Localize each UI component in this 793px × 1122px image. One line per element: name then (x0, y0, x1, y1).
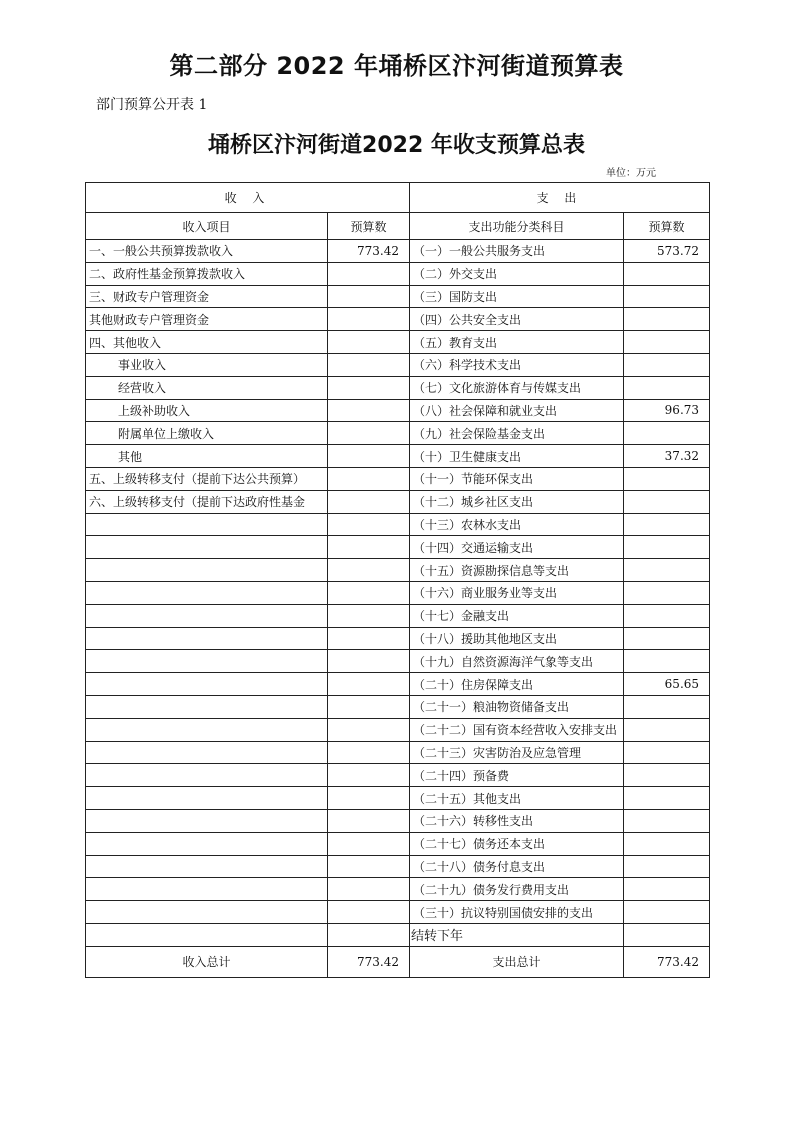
income-item-cell: 经营收入 (86, 376, 328, 399)
expense-item-cell: （十九）自然资源海洋气象等支出 (410, 650, 624, 673)
income-value-cell (328, 718, 410, 741)
expense-value-cell (624, 467, 710, 490)
expense-value-cell: 573.72 (624, 240, 710, 263)
table-row (86, 581, 710, 604)
expense-total-label: 支出总计 (410, 946, 624, 977)
expense-budget-header: 预算数 (624, 213, 710, 240)
income-value-cell (328, 787, 410, 810)
expense-item-cell: （二十九）债务发行费用支出 (410, 878, 624, 901)
table-row (86, 901, 710, 924)
income-value-cell (328, 285, 410, 308)
table-row (86, 422, 710, 445)
income-value-cell (328, 923, 410, 946)
table-row (86, 787, 710, 810)
sub-label: 部门预算公开表 1 (96, 97, 208, 113)
expense-value-cell (624, 741, 710, 764)
expense-item-cell: （十）卫生健康支出 (410, 445, 624, 468)
income-value-cell (328, 536, 410, 559)
income-value-cell (328, 695, 410, 718)
income-value-cell (328, 376, 410, 399)
income-value-cell (328, 467, 410, 490)
table-row (86, 559, 710, 582)
expense-value-cell (624, 627, 710, 650)
expense-value-cell (624, 581, 710, 604)
expense-value-cell (624, 513, 710, 536)
income-item-cell (86, 832, 328, 855)
income-item-cell: 上级补助收入 (86, 399, 328, 422)
income-value-cell (328, 627, 410, 650)
expense-item-cell: （二十四）预备费 (410, 764, 624, 787)
expense-item-cell: （十四）交通运输支出 (410, 536, 624, 559)
income-item-cell (86, 901, 328, 924)
expense-item-cell: （二十三）灾害防治及应急管理 (410, 741, 624, 764)
expense-value-cell (624, 308, 710, 331)
expense-value-cell (624, 490, 710, 513)
unit-label: 单位：万元 (606, 168, 656, 179)
income-value-cell (328, 581, 410, 604)
income-item-cell (86, 787, 328, 810)
income-item-cell: 其他财政专户管理资金 (86, 308, 328, 331)
expense-value-cell (624, 262, 710, 285)
income-item-cell: 三、财政专户管理资金 (86, 285, 328, 308)
expense-value-cell (624, 923, 710, 946)
income-value-cell (328, 422, 410, 445)
table-row (86, 764, 710, 787)
expense-value-cell (624, 376, 710, 399)
income-value-cell (328, 490, 410, 513)
income-value-cell: 773.42 (328, 240, 410, 263)
table-row (86, 604, 710, 627)
income-header: 收 入 (86, 183, 410, 213)
table-row (86, 285, 710, 308)
expense-total-value: 773.42 (624, 946, 710, 977)
income-value-cell (328, 809, 410, 832)
income-item-cell (86, 581, 328, 604)
expense-value-cell (624, 878, 710, 901)
expense-item-cell: 结转下年 (410, 923, 624, 946)
expense-value-cell (624, 650, 710, 673)
table-row (86, 376, 710, 399)
expense-value-cell (624, 331, 710, 354)
expense-item-cell: （三）国防支出 (410, 285, 624, 308)
income-value-cell (328, 331, 410, 354)
expense-value-cell (624, 285, 710, 308)
budget-table (85, 182, 710, 978)
table-row (86, 832, 710, 855)
income-item-cell (86, 764, 328, 787)
expense-item-cell: （七）文化旅游体育与传媒支出 (410, 376, 624, 399)
expense-value-cell: 65.65 (624, 673, 710, 696)
table-row (86, 490, 710, 513)
income-item-cell (86, 809, 328, 832)
table-row (86, 445, 710, 468)
income-budget-header: 预算数 (328, 213, 410, 240)
income-value-cell (328, 262, 410, 285)
income-item-cell: 附属单位上缴收入 (86, 422, 328, 445)
income-value-cell (328, 878, 410, 901)
expense-value-cell (624, 695, 710, 718)
expense-value-cell (624, 353, 710, 376)
expense-value-cell (624, 718, 710, 741)
expense-item-cell: （十六）商业服务业等支出 (410, 581, 624, 604)
expense-item-cell: （十二）城乡社区支出 (410, 490, 624, 513)
table-row (86, 650, 710, 673)
income-item-header: 收入项目 (86, 213, 328, 240)
income-value-cell (328, 741, 410, 764)
income-value-cell (328, 673, 410, 696)
table-row (86, 741, 710, 764)
expense-value-cell (624, 764, 710, 787)
income-item-cell: 事业收入 (86, 353, 328, 376)
table-row (86, 855, 710, 878)
income-item-cell: 二、政府性基金预算拨款收入 (86, 262, 328, 285)
income-item-cell (86, 878, 328, 901)
expense-value-cell (624, 787, 710, 810)
income-item-cell: 六、上级转移支付（提前下达政府性基金 (86, 490, 328, 513)
income-value-cell (328, 559, 410, 582)
expense-value-cell (624, 832, 710, 855)
income-item-cell (86, 673, 328, 696)
expense-item-cell: （二十二）国有资本经营收入安排支出 (410, 718, 624, 741)
income-total-label: 收入总计 (86, 946, 328, 977)
income-value-cell (328, 764, 410, 787)
total-row (86, 946, 710, 977)
table-row (86, 513, 710, 536)
income-item-cell (86, 536, 328, 559)
expense-value-cell (624, 604, 710, 627)
income-value-cell (328, 399, 410, 422)
income-item-cell: 一、一般公共预算拨款收入 (86, 240, 328, 263)
table-row (86, 627, 710, 650)
expense-item-cell: （十七）金融支出 (410, 604, 624, 627)
expense-value-cell (624, 536, 710, 559)
table-row (86, 308, 710, 331)
income-item-cell (86, 559, 328, 582)
income-value-cell (328, 604, 410, 627)
expense-item-cell: （九）社会保险基金支出 (410, 422, 624, 445)
expense-item-cell: （四）公共安全支出 (410, 308, 624, 331)
income-item-cell (86, 855, 328, 878)
table-row (86, 240, 710, 263)
income-total-value: 773.42 (328, 946, 410, 977)
income-value-cell (328, 308, 410, 331)
expense-value-cell: 96.73 (624, 399, 710, 422)
expense-item-cell: （三十）抗议特别国债安排的支出 (410, 901, 624, 924)
income-value-cell (328, 650, 410, 673)
expense-item-cell: （八）社会保障和就业支出 (410, 399, 624, 422)
income-item-cell (86, 627, 328, 650)
income-value-cell (328, 901, 410, 924)
income-item-cell (86, 650, 328, 673)
income-item-cell (86, 513, 328, 536)
income-item-cell (86, 741, 328, 764)
expense-item-cell: （五）教育支出 (410, 331, 624, 354)
table-row (86, 718, 710, 741)
table-row (86, 399, 710, 422)
expense-item-cell: （二十六）转移性支出 (410, 809, 624, 832)
expense-value-cell: 37.32 (624, 445, 710, 468)
expense-item-cell: （二十八）债务付息支出 (410, 855, 624, 878)
expense-item-header: 支出功能分类科目 (410, 213, 624, 240)
expense-item-cell: （十三）农林水支出 (410, 513, 624, 536)
income-item-cell (86, 923, 328, 946)
table-row (86, 695, 710, 718)
expense-item-cell: （十八）援助其他地区支出 (410, 627, 624, 650)
expense-value-cell (624, 809, 710, 832)
part-title: 第二部分 2022 年埇桥区汴河街道预算表 (169, 52, 624, 80)
income-value-cell (328, 832, 410, 855)
table-row (86, 262, 710, 285)
income-value-cell (328, 353, 410, 376)
expense-item-cell: （二）外交支出 (410, 262, 624, 285)
income-item-cell (86, 695, 328, 718)
table-row (86, 536, 710, 559)
income-item-cell: 其他 (86, 445, 328, 468)
income-value-cell (328, 855, 410, 878)
expense-value-cell (624, 855, 710, 878)
expense-header: 支 出 (410, 183, 710, 213)
expense-item-cell: （十一）节能环保支出 (410, 467, 624, 490)
expense-item-cell: （二十七）债务还本支出 (410, 832, 624, 855)
expense-item-cell: （二十）住房保障支出 (410, 673, 624, 696)
table-row (86, 673, 710, 696)
expense-item-cell: （六）科学技术支出 (410, 353, 624, 376)
table-row (86, 353, 710, 376)
expense-item-cell: （二十一）粮油物资储备支出 (410, 695, 624, 718)
table-row (86, 878, 710, 901)
income-value-cell (328, 513, 410, 536)
table-row (86, 923, 710, 946)
income-item-cell: 四、其他收入 (86, 331, 328, 354)
expense-item-cell: （十五）资源勘探信息等支出 (410, 559, 624, 582)
income-value-cell (328, 445, 410, 468)
income-item-cell (86, 604, 328, 627)
table-row (86, 467, 710, 490)
page-title: 埇桥区汴河街道2022 年收支预算总表 (208, 133, 585, 158)
expense-item-cell: （一）一般公共服务支出 (410, 240, 624, 263)
income-item-cell: 五、上级转移支付（提前下达公共预算） (86, 467, 328, 490)
table-row (86, 331, 710, 354)
expense-value-cell (624, 901, 710, 924)
expense-item-cell: （二十五）其他支出 (410, 787, 624, 810)
expense-value-cell (624, 422, 710, 445)
income-item-cell (86, 718, 328, 741)
table-row (86, 809, 710, 832)
expense-value-cell (624, 559, 710, 582)
